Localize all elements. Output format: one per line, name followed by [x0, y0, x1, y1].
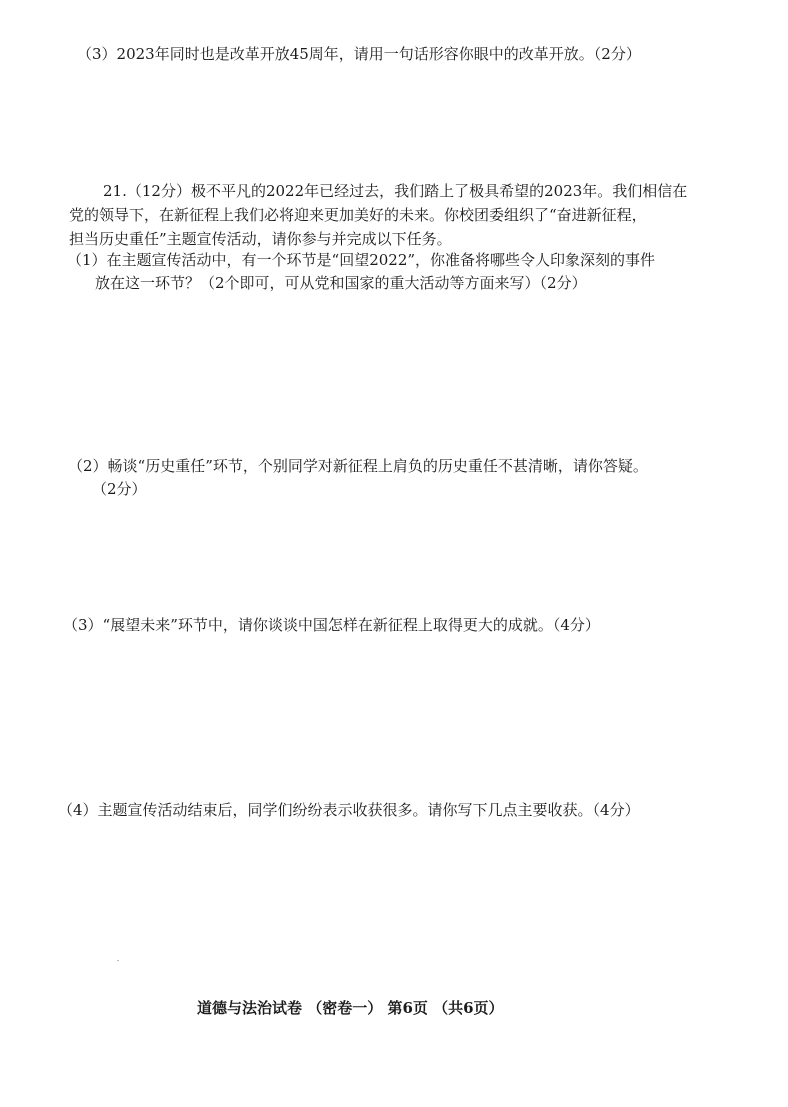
page-footer: 道德与法治试卷 （密卷一） 第6页 （共6页） [197, 999, 504, 1017]
q21-intro-line-1: 21.（12分）极不平凡的2022年已经过去，我们踏上了极具希望的2023年。我们相信在 [103, 182, 688, 200]
scan-speck [117, 960, 119, 961]
q21-sub3-text: （3）“展望未来”环节中，请你谈谈中国怎样在新征程上取得更大的成就。（4分） [63, 616, 600, 634]
q21-intro-line-2: 党的领导下，在新征程上我们必将迎来更加美好的未来。你校团委组织了“奋进新征程， [69, 206, 647, 224]
q21-sub4-text: （4）主题宣传活动结束后，同学们纷纷表示收获很多。请你写下几点主要收获。（4分） [58, 801, 640, 819]
q20-sub3-text: （3）2023年同时也是改革开放45周年，请用一句话形容你眼中的改革开放。（2分） [77, 45, 641, 63]
q21-sub1-line-1: （1）在主题宣传活动中，有一个环节是“回望2022”，你准备将哪些令人印象深刻的事件 [67, 251, 656, 269]
q21-sub2-line-1: （2）畅谈“历史重任”环节，个别同学对新征程上肩负的历史重任不甚清晰，请你答疑。 [68, 457, 648, 475]
q21-sub1-line-2: 放在这一环节？（2个即可，可从党和国家的重大活动等方面来写）（2分） [95, 274, 587, 292]
q21-sub2-line-2: （2分） [92, 480, 147, 498]
q21-intro-line-3: 担当历史重任”主题宣传活动，请你参与并完成以下任务。 [69, 230, 452, 248]
